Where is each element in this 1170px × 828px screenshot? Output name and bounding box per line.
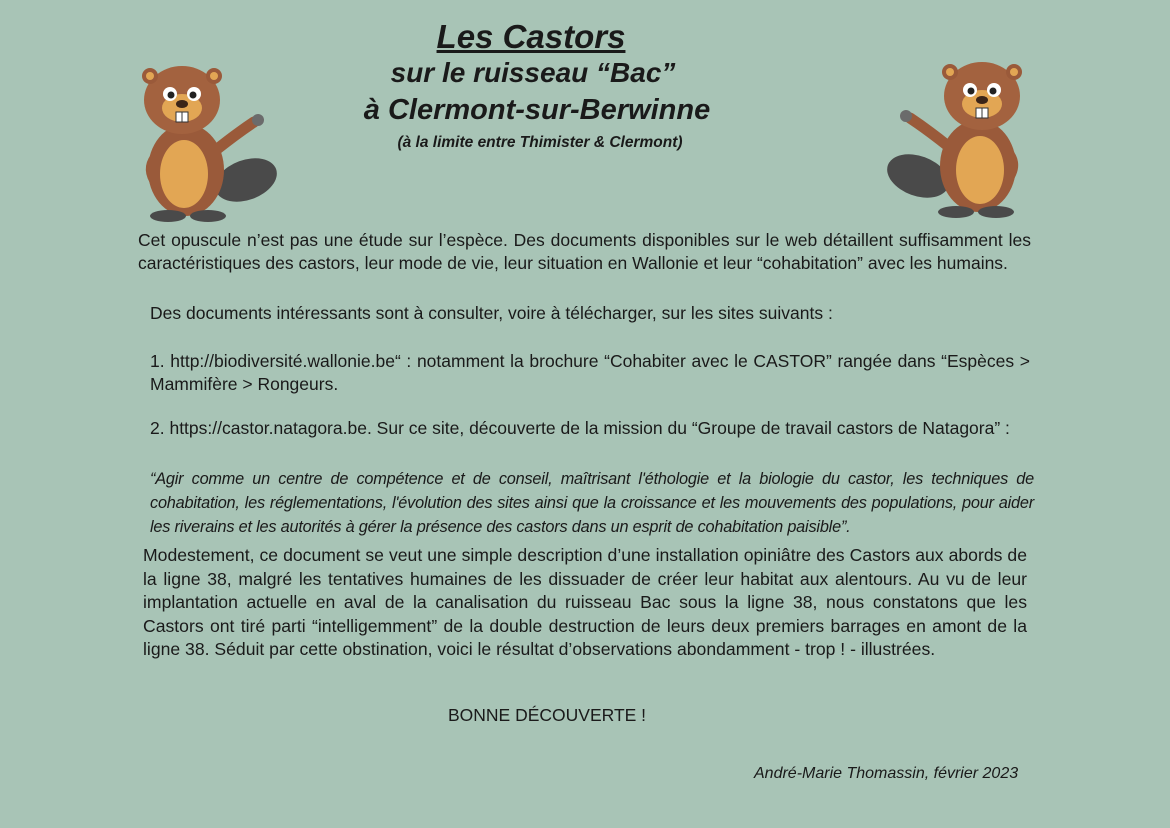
subtitle-note: (à la limite entre Thimister & Clermont) <box>397 134 683 151</box>
title-block <box>300 18 820 156</box>
description-paragraph: Modestement, ce document se veut une simple description d’une installation opiniâtre des Castors aux abords de la ligne 38, malgré les tentatives humaines de les dissuader de créer leur habitat aux alentours. Au vu de leur implantation actuelle en aval de la canalisation du ruisseau Bac sous la ligne 38, nous constatons que les Castors ont tiré parti “intelligemment” de la double destruction de leurs deux premiers barrages en amont de la ligne 38. Séduit par cette obstination, voici le résultat d’observations abondamment - trop ! - illustrées. <box>143 545 1027 659</box>
subtitle-location: à Clermont-sur-Berwinne <box>363 94 711 126</box>
subtitle-river: sur le ruisseau “Bac” <box>390 57 676 88</box>
site-1-paragraph: 1. http://biodiversité.wallonie.be“ : notamment la brochure “Cohabiter avec le CASTOR” rangée dans “Espèces > Mammifère > Rongeurs. <box>150 351 1030 394</box>
closing-line: BONNE DÉCOUVERTE ! <box>448 705 647 725</box>
site-2-paragraph: 2. https://castor.natagora.be. Sur ce site, découverte de la mission du “Groupe de travail castors de Natagora” : <box>150 418 1010 438</box>
beaver-waving-left-icon <box>886 58 1036 220</box>
page-title: Les Castors <box>436 18 626 55</box>
sites-intro-paragraph: Des documents intéressants sont à consulter, voire à télécharger, sur les sites suivants : <box>150 303 833 323</box>
intro-paragraph: Cet opuscule n’est pas une étude sur l’espèce. Des documents disponibles sur le web détaillent suffisamment les caractéristiques des castors, leur mode de vie, leur situation en Wallonie et leur “cohabitation” avec les humains. <box>138 230 1031 273</box>
author-signature: André-Marie Thomassin, février 2023 <box>754 765 1019 782</box>
natagora-quote: “Agir comme un centre de compétence et de conseil, maîtrisant l'éthologie et la biologie du castor, les techniques de cohabitation, les réglementations, l'évolution des sites ainsi que la croissance et les mouvements des populations, pour aider les riverains et les autorités à gérer la présence des castors dans un esprit de cohabitation paisible”. <box>150 470 1034 536</box>
beaver-waving-right-icon <box>128 62 278 224</box>
